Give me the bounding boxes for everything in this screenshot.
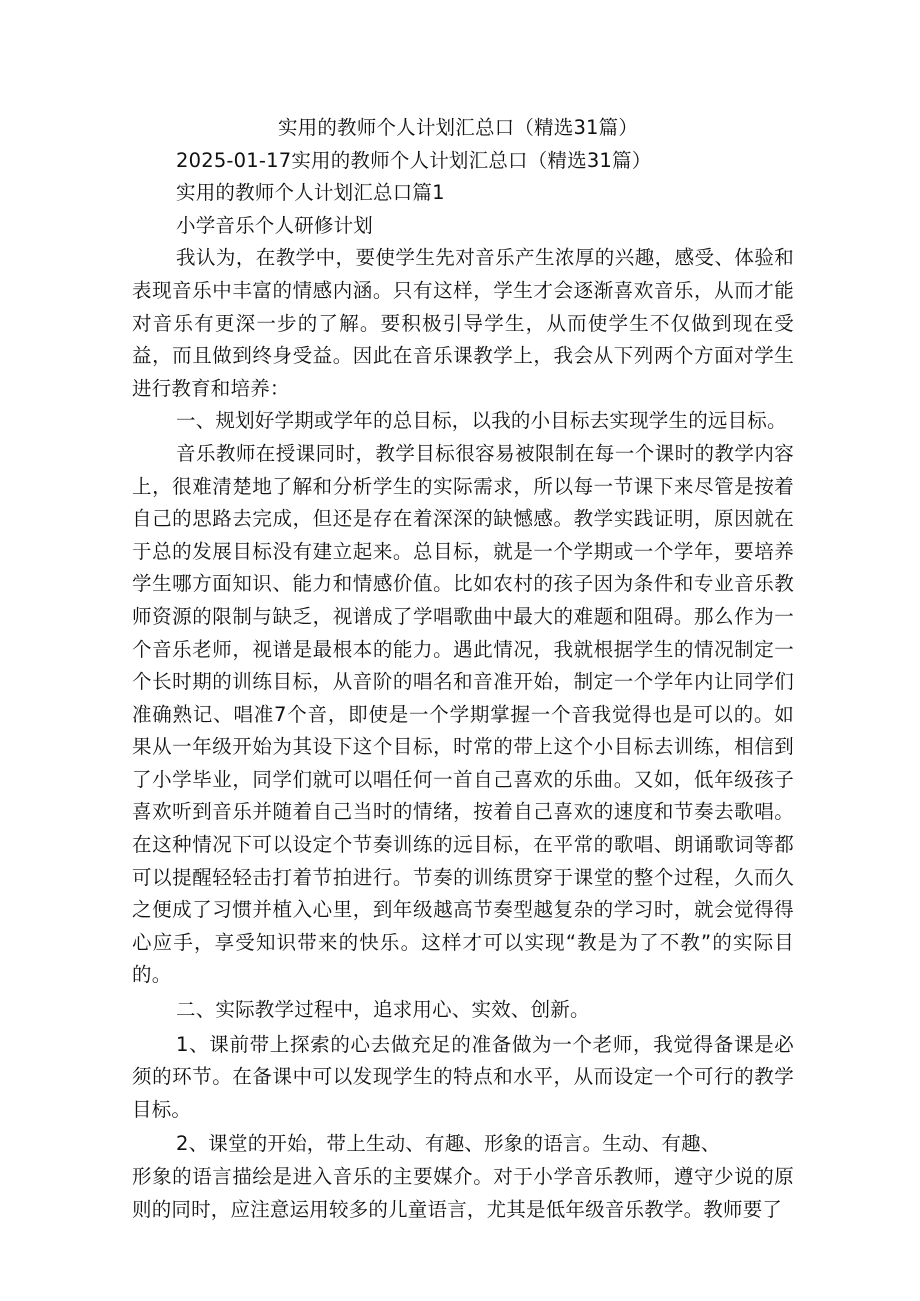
paragraph-item-two: 2、课堂的开始，带上生动、有趣、形象的语言。生动、有趣、: [176, 1132, 721, 1156]
document-date-line: 2025-01-17实用的教师个人计划汇总口（精选31篇）: [176, 148, 652, 172]
paragraph-point-two-heading: 二、实际教学过程中，追求用心、实效、创新。: [176, 998, 590, 1022]
paragraph-item-one: 1、课前带上探索的心去做充足的准备做为一个老师，我觉得备课是必须的环节。在备课中可以发现学生的特点和水平，从而设定一个可行的教学目标。: [132, 1032, 794, 1121]
article-title: 小学音乐个人研修计划: [176, 213, 374, 237]
paragraph-intro: 我认为，在教学中，要使学生先对音乐产生浓厚的兴趣，感受、体验和表现音乐中丰富的情感内涵。只有这样，学生才会逐渐喜欢音乐，从而才能对音乐有更深一步的了解。要积极引导学生，从而使学生不仅做到现在受益，而且做到终身受益。因此在音乐课教学上，我会从下列两个方面对学生进行教育和培养：: [132, 246, 794, 400]
paragraph-point-one-heading: 一、规划好学期或学年的总目标，以我的小目标去实现学生的远目标。: [176, 409, 787, 433]
document-body: [132, 112, 794, 1226]
paragraph-item-two-continued: 形象的语言描绘是进入音乐的主要媒介。对于小学音乐教师，遵守少说的原则的同时，应注意运用较多的儿童语言，尤其是低年级音乐教学。教师要了: [132, 1165, 794, 1221]
section-heading: 实用的教师个人计划汇总口篇1: [176, 181, 445, 205]
paragraph-point-one-body: 音乐教师在授课同时，教学目标很容易被限制在每一个课时的教学内容上，很难清楚地了解和分析学生的实际需求，所以每一节课下来尽管是按着自己的思路去完成，但还是存在着深深的缺憾感。教学实践证明，原因就在于总的发展目标没有建立起来。总目标，就是一个学期或一个学年，要培养学生哪方面知识、能力和情感价值。比如农村的孩子因为条件和专业音乐教师资源的限制与缺乏，视谱成了学唱歌曲中最大的难题和阻碍。那么作为一个音乐老师，视谱是最根本的能力。遇此情况，我就根据学生的情况制定一个长时期的训练目标，从音阶的唱名和音准开始，制定一个学年内让同学们准确熟记、唱准7个音，即使是一个学期掌握一个音我觉得也是可以的。如果从一年级开始为其设下这个目标，时常的带上这个小目标去训练，相信到了小学毕业，同学们就可以唱任何一首自己喜欢的乐曲。又如，低年级孩子喜欢听到音乐并随着自己当时的情绪，按着自己喜欢的速度和节奏去歌唱。在这种情况下可以设定个节奏训练的远目标，在平常的歌唱、朗诵歌词等都可以提醒轻轻击打着节拍进行。节奏的训练贯穿于课堂的整个过程，久而久之便成了习惯并植入心里，到年级越高节奏型越复杂的学习时，就会觉得得心应手，享受知识带来的快乐。这样才可以实现“教是为了不教”的实际目的。: [132, 441, 794, 987]
document-title: 实用的教师个人计划汇总口（精选31篇）: [277, 116, 639, 139]
